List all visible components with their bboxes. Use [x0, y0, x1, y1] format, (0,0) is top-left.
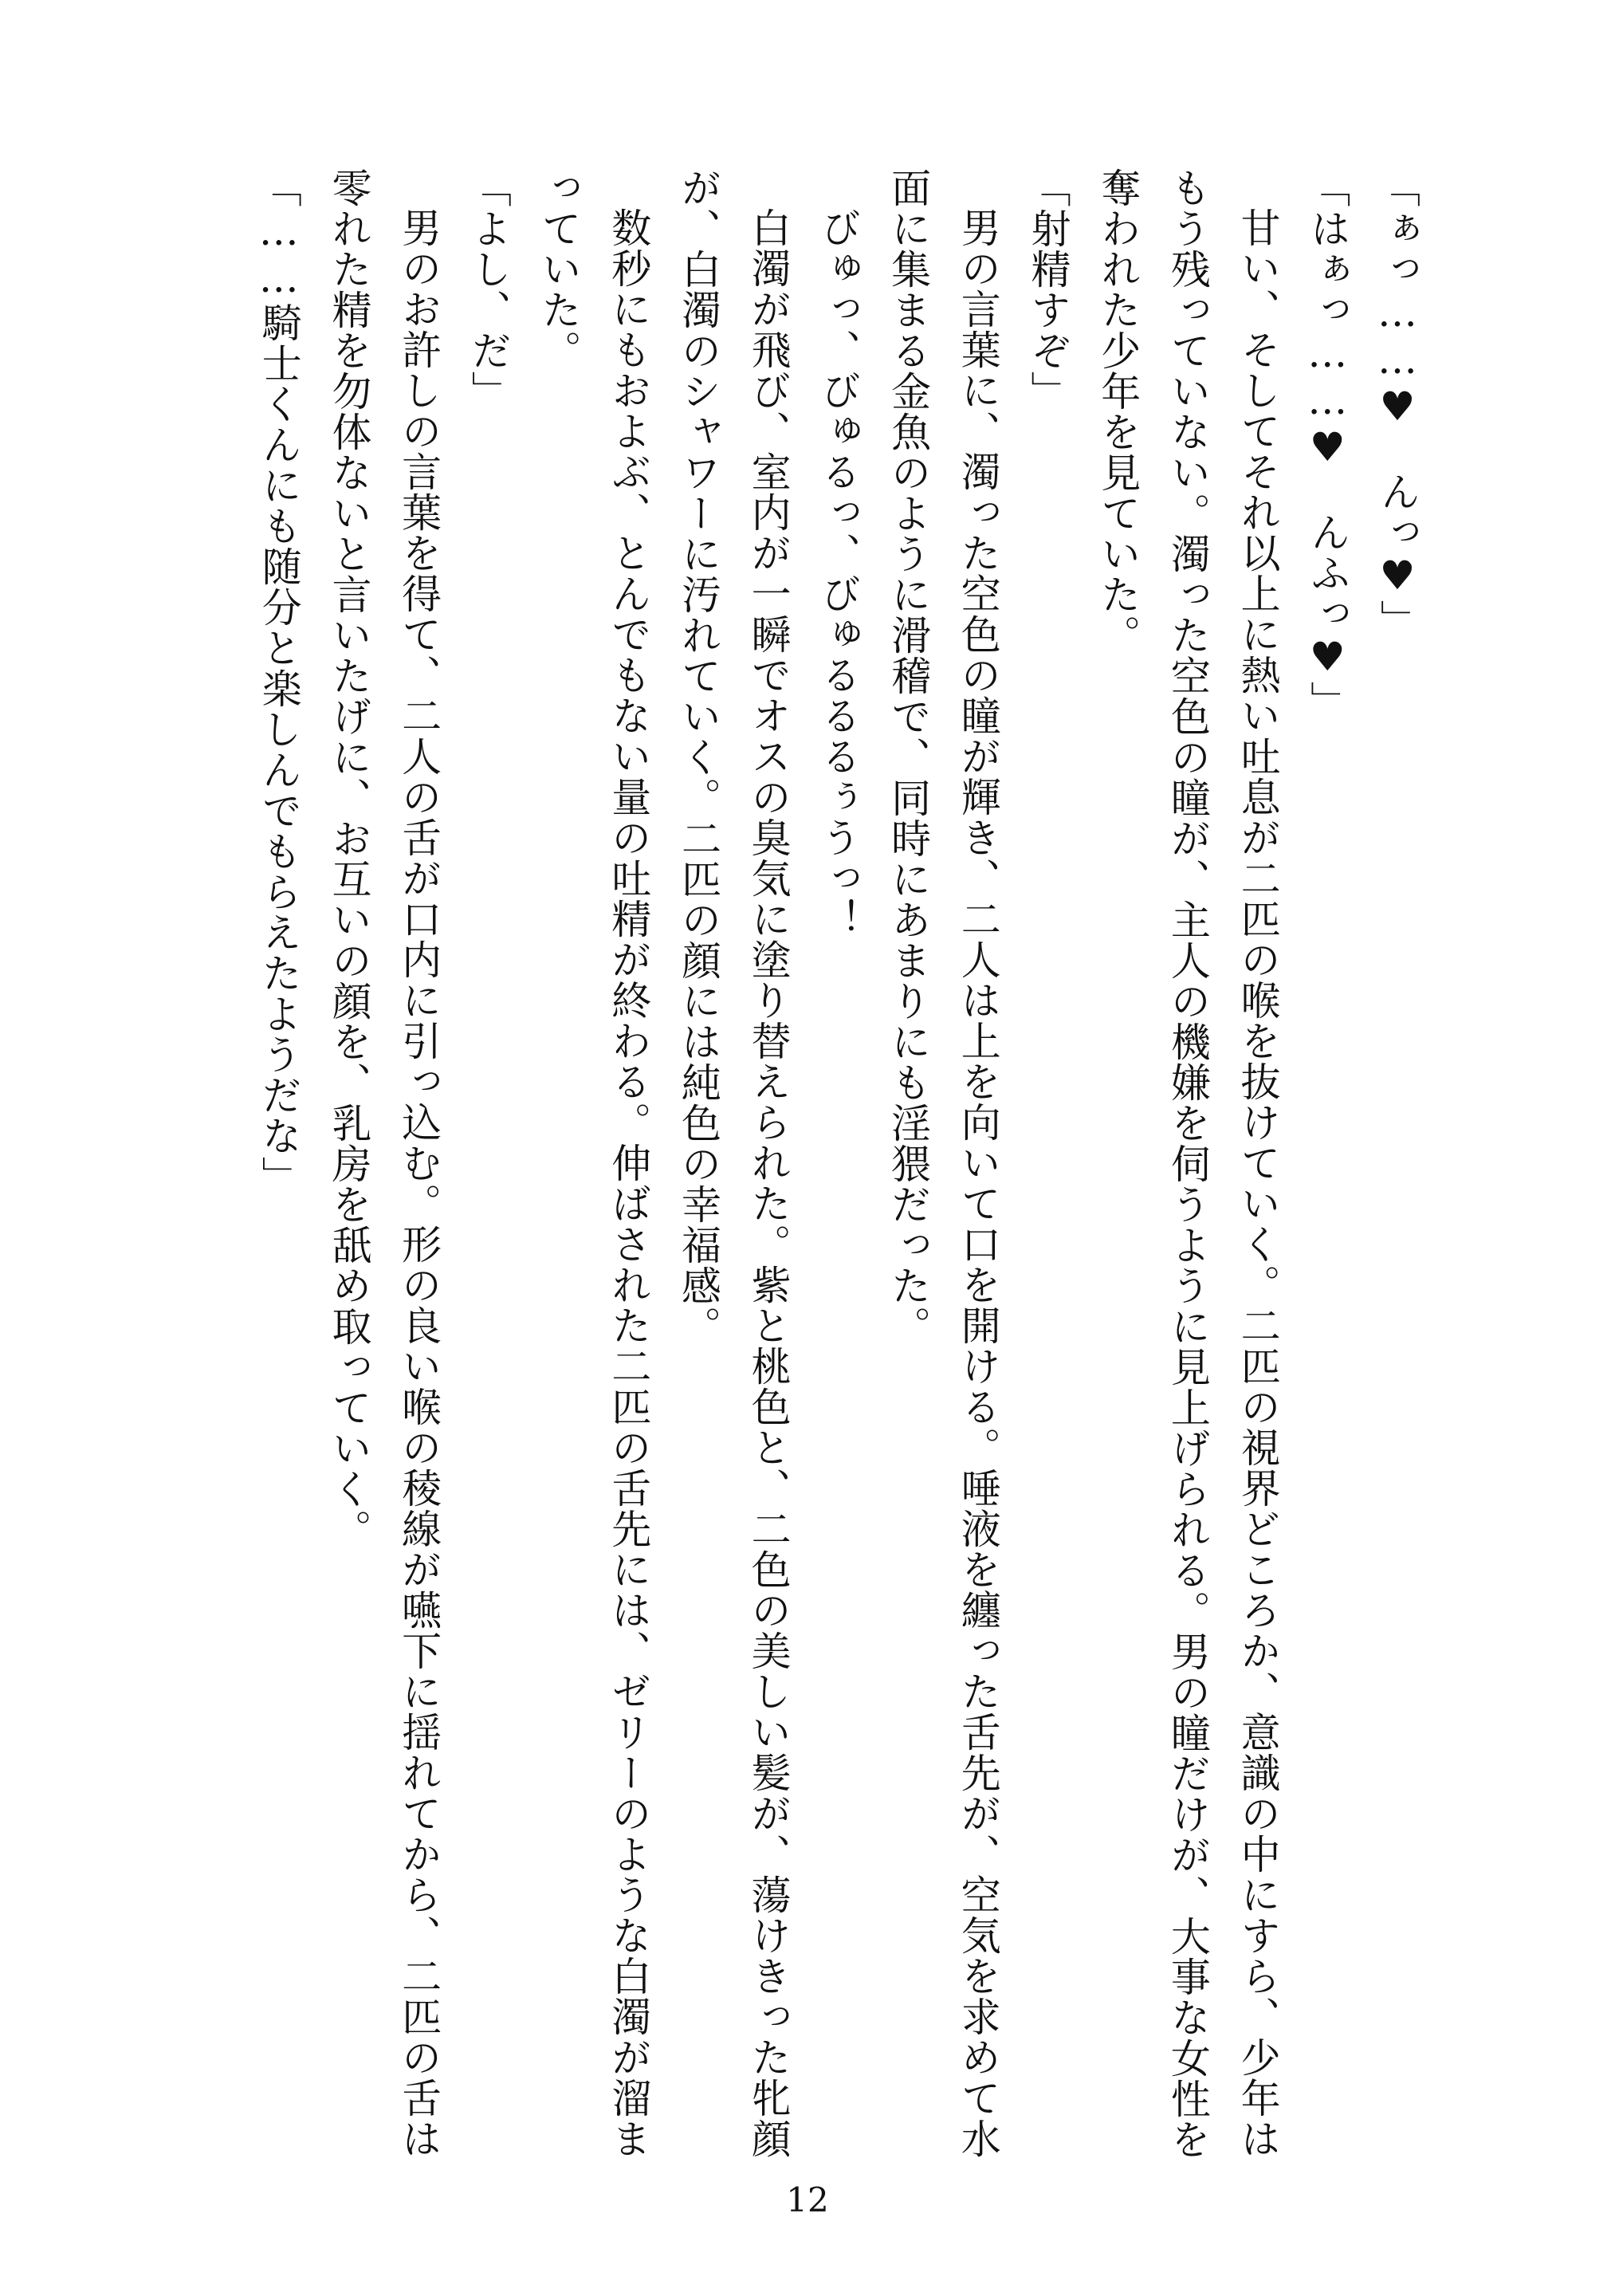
paragraph-narration-3: 白濁が飛び、室内が一瞬でオスの臭気に塗り替えられた。紫と桃色と、二色の美しい髪が、蕩けきった牝顔が、白濁のシャワーに汚れていく。二匹の顔には純色の幸福感。 — [674, 167, 792, 2159]
paragraph-narration-5: 男のお許しの言葉を得て、二人の舌が口内に引っ込む。形の良い喉の稜線が嚥下に揺れてから、二匹の舌は零れた精を勿体ないと言いたげに、お互いの顔を、乳房を舐め取っていく。 — [325, 167, 442, 2159]
page-number: 12 — [786, 2180, 829, 2219]
paragraph-dialogue-4: 「よし、だ」 — [465, 167, 512, 411]
paragraph-narration-1: 甘い、そしてそれ以上に熱い吐息が二匹の喉を抜けていく。二匹の視界どころか、意識の中にすら、少年はもう残っていない。濁った空色の瞳が、主人の機嫌を伺うように見上げられる。男の瞳だけが、大事な女性を奪われた少年を見ていた。 — [1094, 167, 1281, 2160]
vertical-text-body — [124, 167, 1432, 2176]
paragraph-dialogue-1: 「ぁっ……♥ んっ♥」 — [1374, 167, 1420, 640]
paragraph-dialogue-2: 「はぁっ……♥ んふっ♥」 — [1304, 167, 1351, 721]
paragraph-dialogue-3: 「射精すぞ」 — [1024, 167, 1071, 411]
paragraph-narration-2: 男の言葉に、濁った空色の瞳が輝き、二人は上を向いて口を開ける。唾液を纏った舌先が、空気を求めて水面に集まる金魚のように滑稽で、同時にあまりにも淫猥だった。 — [885, 167, 1001, 2159]
paragraph-onomatopoeia: びゅっ、びゅるっ、びゅるるるぅうっ！ — [815, 207, 862, 939]
paragraph-narration-4: 数秒にもおよぶ、とんでもない量の吐精が終わる。伸ばされた二匹の舌先には、ゼリーのような白濁が溜まっていた。 — [535, 167, 652, 2159]
paragraph-dialogue-5: 「……騎士くんにも随分と楽しんでもらえたようだな」 — [255, 167, 302, 1197]
